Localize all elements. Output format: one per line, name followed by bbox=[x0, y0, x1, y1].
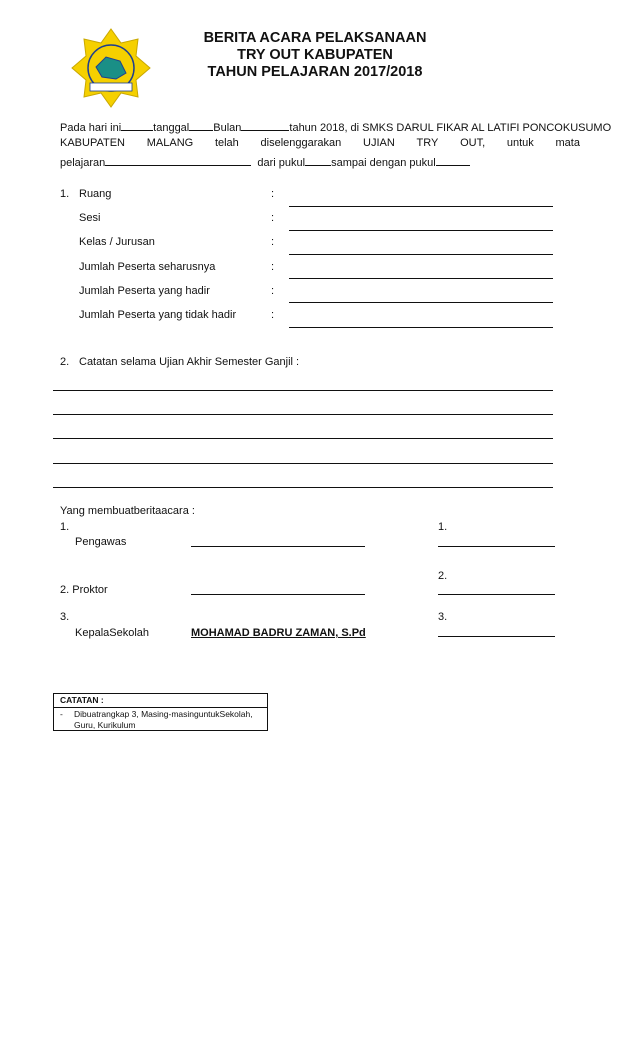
doc-title-line3: TAHUN PELAJARAN 2017/2018 bbox=[207, 64, 423, 80]
note-line2: Guru, Kurikulum bbox=[74, 720, 136, 730]
intro-line2 bbox=[60, 137, 580, 149]
proktor-sign-line[interactable] bbox=[191, 594, 365, 595]
right-number-2: 2. bbox=[438, 570, 448, 582]
bulan-blank[interactable] bbox=[241, 118, 289, 131]
item-sesi: Sesi bbox=[79, 212, 101, 224]
item-ruang: Ruang bbox=[79, 188, 112, 200]
catatan-line[interactable] bbox=[53, 487, 553, 488]
colon: : bbox=[271, 236, 275, 248]
section2-label: Catatan selama Ujian Akhir Semester Ganjil : bbox=[79, 356, 300, 368]
intro-pada-hari: Pada hari ini bbox=[60, 122, 122, 134]
intro-pelajaran: pelajaran bbox=[60, 157, 106, 169]
intro-line1 bbox=[60, 118, 612, 134]
intro-word: OUT, bbox=[460, 137, 486, 149]
colon: : bbox=[271, 188, 275, 200]
seharusnya-field-line[interactable] bbox=[289, 278, 553, 279]
ruang-field-line[interactable] bbox=[289, 206, 553, 207]
catatan-line[interactable] bbox=[53, 390, 553, 391]
sampai-blank[interactable] bbox=[436, 153, 470, 166]
right-sign-line-2[interactable] bbox=[438, 594, 555, 595]
intro-tahun: tahun 2018, di SMKS DARUL FIKAR AL LATIFI PONCOKUSUMO bbox=[289, 122, 612, 134]
colon: : bbox=[271, 309, 275, 321]
catatan-note-box bbox=[53, 693, 268, 731]
tidak-hadir-field-line[interactable] bbox=[289, 327, 553, 328]
catatan-line[interactable] bbox=[53, 438, 553, 439]
sig-pengawas: Pengawas bbox=[75, 536, 127, 548]
signatures-heading: Yang membuatberitaacara : bbox=[60, 505, 195, 517]
note-body bbox=[54, 708, 267, 732]
colon: : bbox=[271, 212, 275, 224]
doc-title-line2: TRY OUT KABUPATEN bbox=[237, 47, 393, 63]
colon: : bbox=[271, 285, 275, 297]
intro-word: UJIAN bbox=[363, 137, 395, 149]
section2-number: 2. bbox=[60, 356, 70, 368]
pelajaran-blank[interactable] bbox=[105, 153, 251, 166]
intro-word: untuk bbox=[506, 137, 534, 149]
note-dash: - bbox=[60, 709, 63, 719]
tanggal-blank[interactable] bbox=[189, 118, 213, 131]
catatan-line[interactable] bbox=[53, 414, 553, 415]
section1-number: 1. bbox=[60, 188, 70, 200]
doc-title-line1: BERITA ACARA PELAKSANAAN bbox=[203, 30, 427, 46]
item-kelas: Kelas / Jurusan bbox=[79, 236, 155, 248]
intro-word: TRY bbox=[416, 137, 439, 149]
kepala-name: MOHAMAD BADRU ZAMAN, S.Pd bbox=[191, 627, 366, 639]
catatan-line[interactable] bbox=[53, 463, 553, 464]
intro-dari-pukul: dari pukul bbox=[257, 157, 306, 169]
intro-sampai: sampai dengan pukul bbox=[331, 157, 436, 169]
intro-bulan: Bulan bbox=[213, 122, 242, 134]
intro-word: MALANG bbox=[146, 137, 194, 149]
dari-pukul-blank[interactable] bbox=[305, 153, 331, 166]
sig-number-3: 3. bbox=[60, 611, 70, 623]
item-hadir: Jumlah Peserta yang hadir bbox=[79, 285, 210, 297]
kelas-field-line[interactable] bbox=[289, 254, 553, 255]
right-sign-line-3[interactable] bbox=[438, 636, 555, 637]
item-tidak-hadir: Jumlah Peserta yang tidak hadir bbox=[79, 309, 237, 321]
right-sign-line-1[interactable] bbox=[438, 546, 555, 547]
intro-word: mata bbox=[555, 137, 580, 149]
intro-tanggal: tanggal bbox=[153, 122, 190, 134]
colon: : bbox=[271, 261, 275, 273]
intro-word: telah bbox=[214, 137, 239, 149]
sig-kepala: KepalaSekolah bbox=[75, 627, 150, 639]
sesi-field-line[interactable] bbox=[289, 230, 553, 231]
intro-word: diselenggarakan bbox=[260, 137, 342, 149]
note-title: CATATAN : bbox=[54, 694, 267, 708]
sig-number-1: 1. bbox=[60, 521, 70, 533]
hadir-field-line[interactable] bbox=[289, 302, 553, 303]
intro-word: KABUPATEN bbox=[60, 137, 125, 149]
intro-line3 bbox=[60, 153, 470, 169]
pengawas-sign-line[interactable] bbox=[191, 546, 365, 547]
note-line1: Dibuatrangkap 3, Masing-masinguntukSekolah, bbox=[74, 709, 253, 719]
right-number-3: 3. bbox=[438, 611, 448, 623]
hari-blank[interactable] bbox=[121, 118, 153, 131]
item-seharusnya: Jumlah Peserta seharusnya bbox=[79, 261, 216, 273]
right-number-1: 1. bbox=[438, 521, 448, 533]
sig-proktor: 2. Proktor bbox=[60, 584, 108, 596]
